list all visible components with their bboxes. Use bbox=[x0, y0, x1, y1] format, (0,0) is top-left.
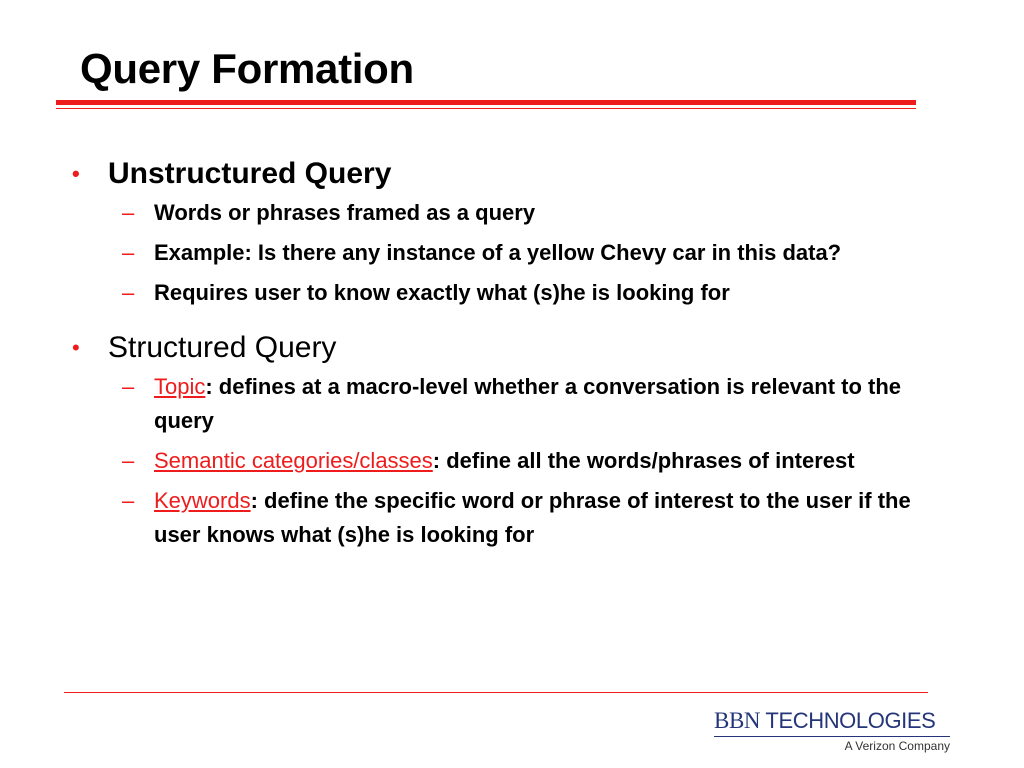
section-heading-label: Structured Query bbox=[108, 331, 337, 364]
logo-underline bbox=[714, 736, 950, 737]
logo-wordmark bbox=[714, 708, 935, 734]
dash-icon: – bbox=[122, 448, 135, 473]
logo-technologies: TECHNOLOGIES bbox=[760, 708, 936, 733]
term-link-semantic-categories[interactable]: Semantic categories/classes bbox=[154, 448, 433, 473]
logo-tagline: A Verizon Company bbox=[844, 739, 950, 753]
title-underline-thick bbox=[56, 100, 916, 105]
bullet-icon: • bbox=[72, 335, 80, 360]
section-heading-structured bbox=[70, 328, 930, 368]
list-item bbox=[70, 236, 914, 270]
list-item bbox=[70, 276, 914, 310]
dash-icon: – bbox=[122, 200, 135, 225]
company-logo bbox=[714, 708, 954, 754]
logo-bbn: BBN bbox=[714, 708, 761, 733]
section-heading-label: Unstructured Query bbox=[108, 157, 392, 190]
dash-icon: – bbox=[122, 488, 135, 513]
list-item bbox=[70, 370, 914, 438]
list-item bbox=[70, 196, 914, 230]
footer-divider bbox=[64, 692, 928, 693]
list-item-text: : defines at a macro-level whether a conversation is relevant to the query bbox=[154, 374, 902, 433]
list-item-text: Requires user to know exactly what (s)he is looking for bbox=[154, 280, 730, 305]
list-item-text: : define all the words/phrases of interest bbox=[432, 448, 855, 473]
list-item-text: Example: Is there any instance of a yellow Chevy car in this data? bbox=[154, 240, 842, 265]
list-item-text: Words or phrases framed as a query bbox=[154, 200, 536, 225]
list-item-text: : define the specific word or phrase of interest to the user if the user knows what (s)he is looking for bbox=[154, 488, 911, 547]
slide-title: Query Formation bbox=[80, 45, 414, 92]
term-link-topic[interactable]: Topic bbox=[154, 374, 206, 399]
bullet-icon: • bbox=[72, 161, 80, 186]
title-underline-thin bbox=[56, 108, 916, 109]
dash-icon: – bbox=[122, 240, 135, 265]
slide-body bbox=[70, 150, 930, 552]
list-item bbox=[70, 444, 914, 478]
term-link-keywords[interactable]: Keywords bbox=[154, 488, 251, 513]
list-item bbox=[70, 484, 914, 552]
dash-icon: – bbox=[122, 280, 135, 305]
dash-icon: – bbox=[122, 374, 135, 399]
section-heading-unstructured bbox=[70, 154, 930, 194]
